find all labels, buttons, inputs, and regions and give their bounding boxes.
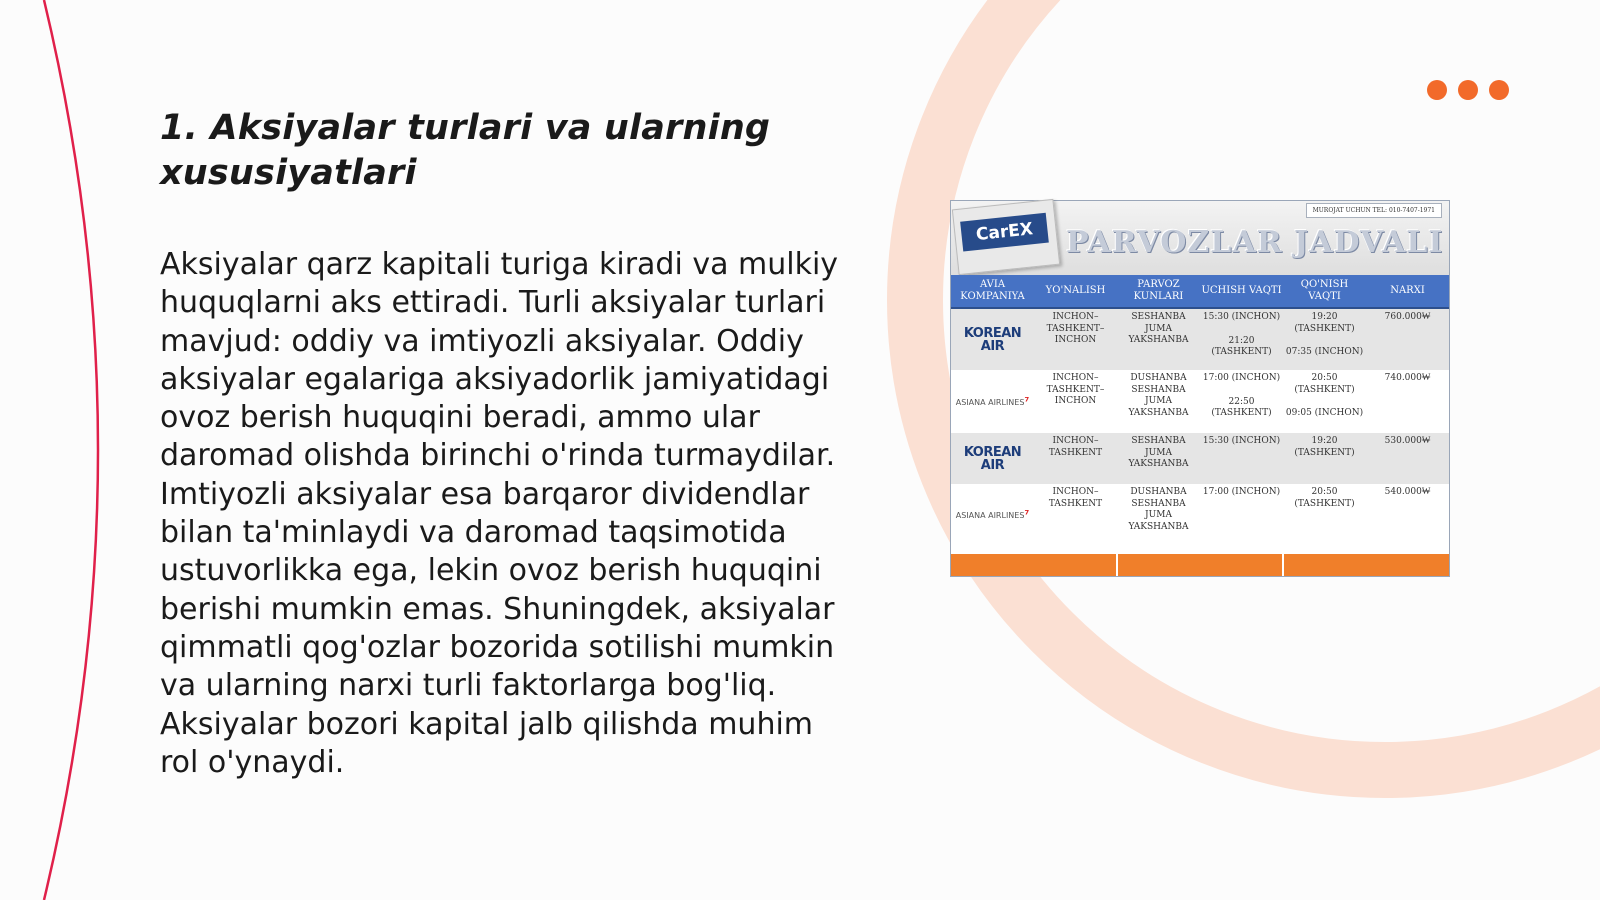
days-cell: DUSHANBA SESHANBA JUMA YAKSHANBA: [1128, 373, 1189, 418]
departure-cell: [1200, 308, 1283, 370]
departure-time: 17:00 (INCHON): [1202, 373, 1281, 383]
route-cell: INCHON–TASHKENT: [1048, 487, 1103, 509]
menu-dots-icon: [1427, 80, 1509, 100]
column-header: YO'NALISH: [1034, 275, 1117, 308]
departure-cell: 17:00 (INCHON): [1202, 487, 1281, 497]
airline-cell: [951, 433, 1034, 484]
flight-schedule-image: [950, 200, 1450, 577]
table-row: [951, 370, 1449, 433]
column-header: PARVOZ KUNLARI: [1117, 275, 1200, 308]
route-cell: INCHON–TASHKENT–INCHON: [1034, 308, 1117, 370]
schedule-footer-band: [951, 554, 1449, 576]
footer-segment: [1284, 554, 1449, 576]
table-header-row: [951, 275, 1449, 308]
route-cell: INCHON–TASHKENT: [1034, 433, 1117, 484]
dot-icon: [1427, 80, 1447, 100]
days-cell: DUSHANBA SESHANBA JUMA YAKSHANBA: [1128, 487, 1189, 532]
asiana-airlines-logo: ASIANA AIRLINES⁷: [955, 507, 1030, 521]
column-header: UCHISH VAQTI: [1200, 275, 1283, 308]
korean-air-logo: KOREAN AIR: [963, 325, 1022, 354]
schedule-header-band: [951, 201, 1449, 275]
arrival-time: 09:05 (INCHON): [1285, 408, 1364, 418]
footer-segment: [1118, 554, 1285, 576]
arrival-time: 07:35 (INCHON): [1285, 347, 1364, 357]
table-row: [951, 484, 1449, 544]
arrival-cell: 19:20 (TASHKENT): [1283, 433, 1366, 484]
price-cell: 530.000₩: [1366, 433, 1449, 484]
airline-cell: [951, 308, 1034, 370]
asiana-airlines-logo: ASIANA AIRLINES⁷: [955, 395, 1030, 409]
arrival-time: 20:50 (TASHKENT): [1294, 373, 1355, 395]
column-header: AVIA KOMPANIYA: [951, 275, 1034, 308]
airline-cell: [951, 370, 1034, 433]
price-cell: 760.000₩: [1366, 308, 1449, 370]
departure-time: 15:30 (INCHON): [1202, 312, 1281, 322]
days-cell: SESHANBA JUMA YAKSHANBA: [1117, 308, 1200, 370]
dot-icon: [1489, 80, 1509, 100]
table-row: [951, 308, 1449, 370]
arrival-cell: [1283, 308, 1366, 370]
schedule-table: [951, 275, 1449, 544]
departure-time: 22:50 (TASHKENT): [1211, 396, 1272, 418]
logo-text: CarEX: [960, 213, 1049, 252]
dot-icon: [1458, 80, 1478, 100]
departure-cell: [1200, 370, 1283, 433]
slide-title: 1. Aksiyalar turlari va ularning xususiyatlari: [160, 108, 771, 193]
days-cell: SESHANBA JUMA YAKSHANBA: [1117, 433, 1200, 484]
footer-segment: [951, 554, 1118, 576]
contact-box: MUROJAT UCHUN TEL: 010-7407-1971: [1306, 203, 1442, 218]
korean-air-logo: KOREAN AIR: [963, 444, 1022, 473]
carex-logo: [952, 199, 1060, 275]
schedule-title: PARVOZLAR JADVALI: [1066, 225, 1444, 260]
arrival-time: 19:20 (TASHKENT): [1294, 312, 1355, 334]
departure-cell: 15:30 (INCHON): [1200, 433, 1283, 484]
arrival-cell: [1283, 370, 1366, 433]
price-cell: 540.000₩: [1384, 487, 1431, 497]
airline-cell: [951, 484, 1034, 544]
route-cell: INCHON–TASHKENT–INCHON: [1046, 373, 1105, 406]
column-header: NARXI: [1366, 275, 1449, 308]
arrival-cell: 20:50 (TASHKENT): [1294, 487, 1355, 509]
price-cell: 740.000₩: [1384, 373, 1431, 383]
decorative-red-line: [44, 0, 98, 900]
departure-time: 21:20 (TASHKENT): [1211, 335, 1272, 357]
column-header: QO'NISH VAQTI: [1283, 275, 1366, 308]
slide-body: Aksiyalar qarz kapitali turiga kiradi va mulkiy huquqlarni aks ettiradi. Turli aksiyalar turlari mavjud: oddiy va imtiyozli aksiyalar. Oddiy aksiyalar egalariga aksiyadorlik jamiyatidagi ovoz berish huquqini beradi, ammo ular daromad olishda birinchi o'rinda turmaydilar. Imtiyozli aksiyalar esa barqaror dividendlar bilan ta'minlaydi va daromad taqsimotida ustuvorlikka ega, lekin ovoz berish huquqini berishi mumkin emas. Shuningdek, aksiyalar qimmatli qog'ozlar bozorida sotilishi mumkin va ularning narxi turli faktorlarga bog'liq. Aksiyalar bozori kapital jalb qilishda muhim rol o'ynaydi.: [160, 247, 839, 780]
table-row: [951, 433, 1449, 484]
